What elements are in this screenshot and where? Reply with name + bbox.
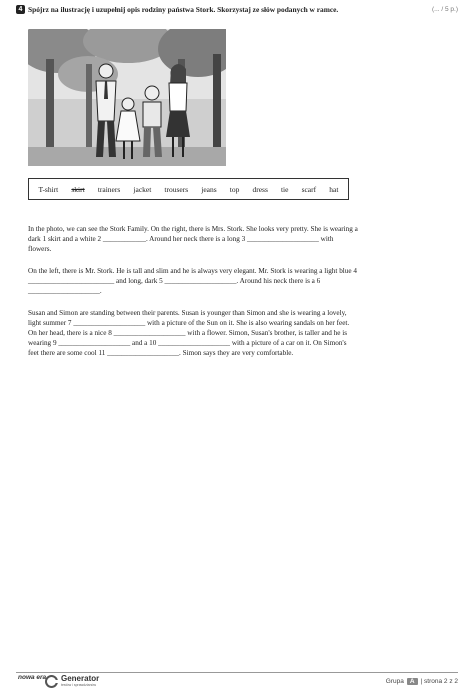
task-instruction [16,5,436,14]
task-instruction-text: Spójrz na ilustrację i uzupełnij opis rodziny państwa Stork. Skorzystaj ze słów podanych w ramce. [28,5,339,14]
group-badge: A [407,678,418,685]
word-dress: dress [252,184,268,194]
word-jeans: jeans [201,184,217,194]
word-tie: tie [280,184,289,194]
word-jacket: jacket [133,184,152,194]
paragraph-children: Susan and Simon are standing between their parents. Susan is younger than Simon and she is wearing a lovely, light summer 7 ____________________ with a picture of the Sun on it. She is also wearing sandals on her feet. On her head, there is a nice 8 ____________________ with a flower. Simon, Susan's brother, is taller and he is wearing 9 ____________________ and a 10 ____________________ with a picture of a car on it. On Simon's feet there are some cool 11 ____________________. Simon says they are very comfortable. [28,309,350,357]
group-info [386,678,458,685]
footer-divider [16,672,458,673]
word-box [28,178,349,200]
word-scarf: scarf [301,184,317,194]
generator-title: Generator [61,674,100,683]
task-number: 4 [16,5,25,14]
word-hat: hat [329,184,339,194]
word-skirt: skirt [71,184,85,194]
generator-icon [45,675,58,688]
page-info: | strona 2 z 2 [420,678,458,685]
word-top: top [229,184,240,194]
generator-logo [45,675,99,688]
generator-subtitle: testów i sprawdzianów [61,683,97,687]
group-label: Grupa [385,678,404,685]
word-trousers: trousers [164,184,189,194]
points-label: (... / 5 p.) [431,6,458,13]
paragraph-mr-stork: On the left, there is Mr. Stork. He is tall and slim and he is always very elegant. Mr. Stork is wearing a light blue 4 ________________________ and long, dark 5 ____________________. Around his neck there is a 6 ____________________. [28,267,357,295]
family-illustration [28,29,226,166]
paragraph-mrs-stork: In the photo, we can see the Stork Family. On the right, there is Mrs. Stork. She looks very pretty. She is wearing a dark 1 skirt and a white 2 ____________. Around her neck there is a long 3 ____________________ with flowers. [28,225,358,253]
word-trainers: trainers [97,184,121,194]
word-tshirt: T-shirt [38,184,59,194]
nowa-era-logo: nowa era [18,674,47,681]
